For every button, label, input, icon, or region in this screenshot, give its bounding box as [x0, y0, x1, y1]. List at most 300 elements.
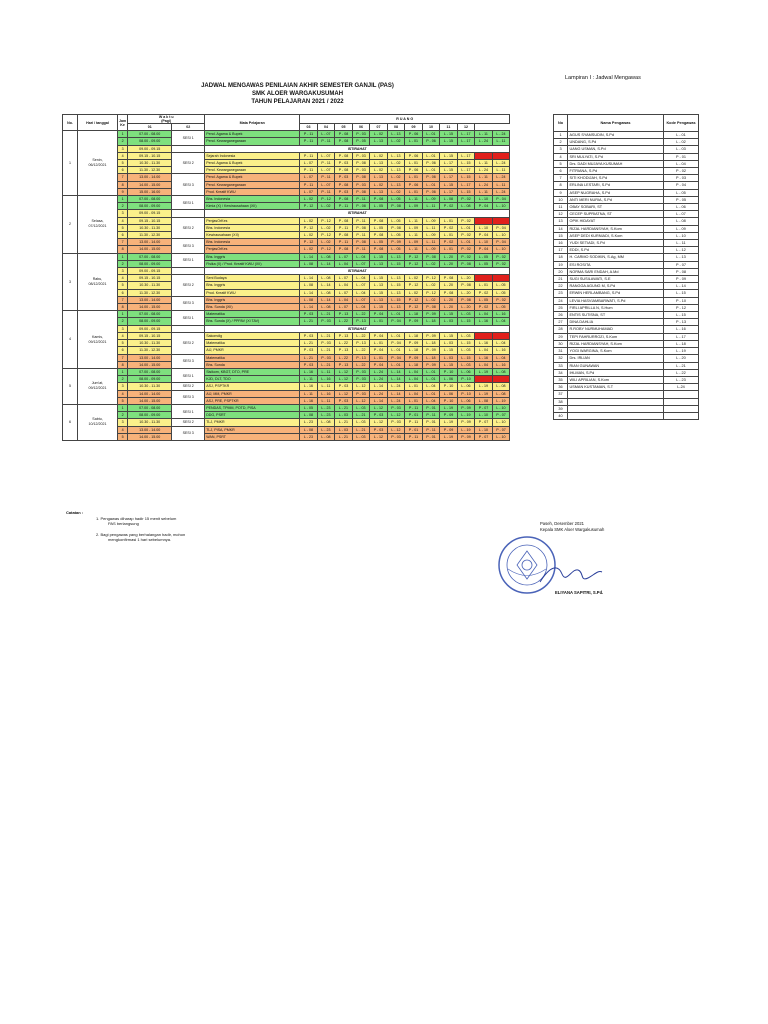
ruang-cell: L - 22: [335, 354, 353, 361]
ruang-cell: L - 24: [370, 368, 388, 375]
col-no: No.: [63, 115, 78, 131]
ruang-cell: P - 13: [352, 318, 370, 325]
pengawas-row: [554, 297, 699, 304]
pengawas-kode: L - 15: [664, 290, 699, 297]
ruang-cell: P - 02: [457, 196, 475, 203]
pengawas-row: [554, 168, 699, 175]
pengawas-row: [554, 175, 699, 182]
pengawas-kode: P - 12: [664, 304, 699, 311]
ruang-cell: P - 09: [387, 239, 405, 246]
ruang-cell: P - 11: [405, 419, 423, 426]
notes-title: Catatan :: [66, 510, 84, 515]
jam-ke: 8: [118, 246, 128, 253]
pengawas-kode: L-24: [664, 384, 699, 391]
jam-ke: 2: [118, 376, 128, 383]
waktu: 08.00 - 09.00: [128, 138, 172, 145]
mata-pelajaran: Bhs. Sunda (X) / PPPAV (XI TAV): [205, 318, 300, 325]
jam-ke: 4: [118, 217, 128, 224]
ruang-cell: P - 08: [335, 246, 353, 253]
ruang-cell: L - 21: [300, 354, 318, 361]
waktu: 13.00 - 14.00: [128, 296, 172, 303]
waktu: 09.15 - 10.15: [128, 275, 172, 282]
ruang-cell: L - 01: [387, 347, 405, 354]
ruang-cell: P - 04: [492, 196, 510, 203]
table-row: [63, 152, 510, 159]
jam-ke: 1: [118, 404, 128, 411]
ruang-cell: L - 22: [352, 347, 370, 354]
ruang-cell: L - 08: [317, 289, 335, 296]
ruang-cell: L - 07: [335, 253, 353, 260]
ruang-cell: P - 08: [370, 196, 388, 203]
ruang-cell: L - 05: [387, 196, 405, 203]
waktu: 10.30 - 11.30: [128, 282, 172, 289]
day-date: 07/12/2021: [88, 224, 107, 229]
ruang-cell: P - 02: [457, 232, 475, 239]
ruang-cell: L - 04: [475, 361, 493, 368]
pengawas-nama: FIRLI APRILLA N, S.Hum: [568, 304, 664, 311]
ruang-cell: [492, 376, 510, 383]
ruang-cell: P - 09: [405, 354, 423, 361]
ruang-cell: P - 08: [387, 224, 405, 231]
pengawas-table: [553, 114, 699, 420]
ruang-cell: L - 07: [352, 296, 370, 303]
ruang-cell: L - 11: [405, 232, 423, 239]
sesi-empty: [172, 145, 205, 152]
table-row: [63, 332, 510, 339]
table-row: [63, 397, 510, 404]
table-row: [63, 181, 510, 188]
pengawas-no: 39: [554, 405, 568, 412]
ruang-cell: P - 11: [317, 138, 335, 145]
ruang-cell: L - 05: [387, 232, 405, 239]
sesi-label: SESI 2: [172, 152, 205, 174]
ruang-cell: L - 21: [317, 311, 335, 318]
ruang-cell: P - 10: [440, 383, 458, 390]
table-row: [63, 174, 510, 181]
ruang-cell: P - 04: [475, 203, 493, 210]
pengawas-no: 15: [554, 232, 568, 239]
table-row: [63, 318, 510, 325]
jam-ke: 3: [118, 383, 128, 390]
ruang-cell: P - 08: [370, 217, 388, 224]
pengawas-no: 8: [554, 182, 568, 189]
table-row: [63, 390, 510, 397]
pengawas-kode: P - 03: [664, 175, 699, 182]
waktu: 13.00 - 14.00: [128, 426, 172, 433]
ruang-cell: P - 02: [475, 304, 493, 311]
mata-pelajaran: Pend. Kewarganegaraan: [205, 167, 300, 174]
mata-pelajaran: Seni Budaya: [205, 275, 300, 282]
ruang-cell: L - 12: [335, 376, 353, 383]
pengawas-no: 32: [554, 355, 568, 362]
table-row: [63, 404, 510, 411]
waktu: 14.00 - 15.00: [128, 397, 172, 404]
ruang-cell: P - 13: [335, 361, 353, 368]
waktu: 08.00 - 09.00: [128, 318, 172, 325]
pengawas-nama: RIZAL HARDIANSYAH, S.Kom: [568, 340, 664, 347]
jam-ke: 1: [118, 253, 128, 260]
ruang-cell: L - 11: [492, 167, 510, 174]
ruang-cell: P - 03: [300, 347, 318, 354]
ruang-cell: L - 05: [492, 289, 510, 296]
pengawas-nama: [568, 412, 664, 419]
waktu: 07.00 - 08.00: [128, 404, 172, 411]
ruang-cell: P - 03: [370, 426, 388, 433]
pengawas-nama: SRI MULYATI, S.Pd: [568, 153, 664, 160]
table-row: [63, 311, 510, 318]
pengawas-no: 7: [554, 175, 568, 182]
ruang-cell: L - 04: [335, 282, 353, 289]
ruang-cell: L - 08: [317, 419, 335, 426]
ruang-cell: [475, 332, 493, 339]
waktu: 10.30 - 11.30: [128, 224, 172, 231]
col-jam: Jam Ke: [118, 115, 128, 131]
pengawas-nama: R.ROBY NURMUHAMAD: [568, 326, 664, 333]
ruang-cell: L - 24: [475, 181, 493, 188]
signature-block: [540, 521, 604, 532]
ruang-cell: P - 13: [335, 311, 353, 318]
pengawas-no: 25: [554, 304, 568, 311]
ruang-cell: P - 08: [457, 260, 475, 267]
jam-ke: 8: [118, 361, 128, 368]
sign-role: Kepala SMK Aloer Wargakusumah: [540, 526, 605, 532]
pengawas-no: 37: [554, 391, 568, 398]
ruang-cell: L - 06: [457, 397, 475, 404]
ruang-cell: L - 21: [317, 347, 335, 354]
mata-pelajaran: Bhs. Indonesia: [205, 239, 300, 246]
pengawas-no: 29: [554, 333, 568, 340]
ruang-cell: P - 03: [317, 354, 335, 361]
pengawas-kode: P - 07: [664, 261, 699, 268]
ruang-cell: L - 11: [492, 181, 510, 188]
pengawas-no: 33: [554, 362, 568, 369]
ruang-cell: L - 15: [457, 318, 475, 325]
ruang-cell: L - 09: [405, 239, 423, 246]
day-no: 5: [63, 368, 78, 404]
ruang-cell: L - 15: [440, 152, 458, 159]
pengawas-nama: SITI KHODIJAH, S.Pd: [568, 175, 664, 182]
ruang-cell: L - 15: [370, 289, 388, 296]
mata-pelajaran: PenjasOrKes: [205, 246, 300, 253]
ruang-cell: P - 03: [352, 368, 370, 375]
ruang-cell: L - 24: [492, 174, 510, 181]
ruang-cell: P - 08: [352, 160, 370, 167]
ruang-cell: L - 02: [317, 203, 335, 210]
day-no: 4: [63, 311, 78, 369]
ruang-cell: L - 13: [387, 167, 405, 174]
ruang-cell: P - 12: [405, 260, 423, 267]
ruang-no-header: 05: [335, 124, 353, 131]
ruang-cell: P - 11: [405, 404, 423, 411]
day-name: Selasa,: [91, 219, 104, 224]
day-no: 3: [63, 253, 78, 311]
pengawas-no: 12: [554, 211, 568, 218]
ruang-cell: L - 13: [387, 253, 405, 260]
pengawas-kode: L - 04: [664, 160, 699, 167]
ruang-cell: L - 16: [317, 390, 335, 397]
ruang-cell: L - 03: [335, 426, 353, 433]
ruang-cell: L - 06: [440, 376, 458, 383]
pengawas-row: [554, 153, 699, 160]
ruang-cell: P - 11: [352, 217, 370, 224]
ruang-cell: L - 07: [352, 260, 370, 267]
ruang-cell: L - 01: [387, 332, 405, 339]
ruang-cell: L - 12: [370, 433, 388, 440]
ruang-cell: L - 13: [370, 138, 388, 145]
pengawas-row: [554, 398, 699, 405]
ruang-cell: L - 11: [475, 131, 493, 138]
ruang-cell: [475, 152, 493, 159]
ruang-cell: P - 01: [405, 426, 423, 433]
ruang-cell: L - 18: [422, 340, 440, 347]
ruang-cell: L - 24: [492, 131, 510, 138]
ruang-cell: P - 12: [405, 296, 423, 303]
ruang-cell: L - 24: [387, 383, 405, 390]
ruang-cell: L - 08: [300, 282, 318, 289]
col-waktu: [128, 115, 205, 124]
ruang-cell: P - 04: [370, 332, 388, 339]
jam-ke: 6: [118, 232, 128, 239]
pengawas-kode: L - 10: [664, 232, 699, 239]
waktu: 09.15 - 10.15: [128, 332, 172, 339]
pengawas-nama: ERLINA LESTARI, S.Pd: [568, 182, 664, 189]
ruang-cell: P - 06: [405, 152, 423, 159]
table-row: [63, 239, 510, 246]
ruang-cell: P - 03: [352, 376, 370, 383]
ruang-cell: L - 07: [300, 160, 318, 167]
ruang-cell: L - 01: [422, 181, 440, 188]
pengawas-no: 34: [554, 369, 568, 376]
jam-ke: 4: [118, 152, 128, 159]
pengawas-no: 26: [554, 312, 568, 319]
ruang-cell: L - 01: [370, 354, 388, 361]
table-row: [63, 325, 510, 332]
pengawas-kode: L - 21: [664, 362, 699, 369]
jam-ke: 9: [118, 188, 128, 195]
ruang-cell: L - 01: [405, 160, 423, 167]
ruang-cell: P - 09: [422, 311, 440, 318]
ruang-cell: P - 06: [405, 167, 423, 174]
mata-pelajaran: Pend. Agama & Bupek: [205, 174, 300, 181]
jam-ke: 4: [118, 390, 128, 397]
pengawas-kode: P - 10: [664, 297, 699, 304]
table-row: [63, 217, 510, 224]
sesi-label: SESI 1: [172, 196, 205, 210]
ruang-cell: L - 01: [422, 152, 440, 159]
waktu: 09.00 - 09.15: [128, 268, 172, 275]
col-peng-nama: Nama Pengawas: [568, 115, 664, 132]
ruang-cell: P - 08: [457, 282, 475, 289]
day-name: Sabtu,: [92, 417, 103, 422]
day-cell: [78, 196, 118, 254]
ruang-cell: L - 19: [475, 368, 493, 375]
ruang-cell: P - 01: [405, 412, 423, 419]
pengawas-row: [554, 384, 699, 391]
ruang-cell: L - 01: [422, 376, 440, 383]
ruang-cell: P - 04: [475, 232, 493, 239]
mata-pelajaran: Bhs. Sunda (XII): [205, 304, 300, 311]
ruang-cell: L - 13: [370, 174, 388, 181]
pengawas-row: [554, 254, 699, 261]
ruang-cell: L - 03: [457, 332, 475, 339]
col-mapel: Mata Pelajaran: [205, 115, 300, 131]
jam-ke: 7: [118, 296, 128, 303]
jam-ke: 4: [118, 426, 128, 433]
pengawas-kode: L - 05: [664, 189, 699, 196]
table-row: [63, 160, 510, 167]
ruang-cell: L - 15: [440, 131, 458, 138]
ruang-cell: L - 02: [387, 160, 405, 167]
pengawas-kode: L - 15: [664, 312, 699, 319]
ruang-cell: P - 03: [317, 318, 335, 325]
jam-ke: 5: [118, 340, 128, 347]
ruang-cell: P - 12: [317, 217, 335, 224]
ruang-cell: L - 21: [352, 426, 370, 433]
ruang-cell: L - 14: [317, 260, 335, 267]
table-row: [63, 138, 510, 145]
ruang-cell: L - 14: [300, 289, 318, 296]
waktu: 08.00 - 09.00: [128, 203, 172, 210]
ruang-cell: L - 17: [457, 131, 475, 138]
ruang-cell: L - 03: [440, 354, 458, 361]
ruang-cell: L - 12: [352, 383, 370, 390]
mata-pelajaran: Prod. Kreatif KWU: [205, 289, 300, 296]
day-no: 6: [63, 404, 78, 440]
ruang-cell: L - 15: [440, 347, 458, 354]
ruang-cell: L - 13: [387, 152, 405, 159]
col-hari: Hari / tanggal: [78, 115, 118, 131]
pengawas-no: 13: [554, 218, 568, 225]
pengawas-row: [554, 139, 699, 146]
jam-ke: 1: [118, 196, 128, 203]
ruang-cell: P - 04: [387, 318, 405, 325]
pengawas-row: [554, 348, 699, 355]
ruang-cell: L - 15: [457, 340, 475, 347]
ruang-cell: L - 21: [352, 412, 370, 419]
waktu: 07.00 - 08.00: [128, 311, 172, 318]
ruang-cell: L - 21: [317, 332, 335, 339]
ruang-cell: P - 02: [492, 253, 510, 260]
pengawas-row: [554, 225, 699, 232]
table-row: [63, 368, 510, 375]
ruang-cell: P - 09: [440, 426, 458, 433]
ruang-cell: L - 01: [405, 188, 423, 195]
ruang-cell: L - 02: [387, 174, 405, 181]
ruang-cell: L - 13: [370, 160, 388, 167]
mata-pelajaran: Bhs. Sunda: [205, 361, 300, 368]
pengawas-kode: L - 19: [664, 348, 699, 355]
ruang-cell: L - 13: [370, 296, 388, 303]
col-peng-kode: Kode Pengawas: [664, 115, 699, 132]
ruang-cell: P - 04: [387, 340, 405, 347]
ruang-cell: P - 08: [335, 152, 353, 159]
ruang-cell: L - 02: [370, 131, 388, 138]
pengawas-nama: SUGI SUSILAWATI, S.E: [568, 276, 664, 283]
table-row: [63, 131, 510, 138]
ruang-cell: L - 20: [457, 289, 475, 296]
ruang-cell: P - 12: [422, 289, 440, 296]
waktu: 09.00 - 09.15: [128, 145, 172, 152]
pengawas-row: [554, 218, 699, 225]
ruang-cell: P - 11: [300, 152, 318, 159]
table-row: [63, 196, 510, 203]
ruang-cell: L - 10: [475, 426, 493, 433]
pengawas-nama: CECEP SUPRIATNA, ST: [568, 211, 664, 218]
ruang-cell: L - 18: [422, 354, 440, 361]
ruang-cell: P - 09: [457, 419, 475, 426]
ruang-cell: L - 17: [440, 174, 458, 181]
table-row: [63, 340, 510, 347]
ruang-cell: L - 15: [370, 304, 388, 311]
pengawas-kode: [664, 405, 699, 412]
ruang-cell: L - 05: [300, 404, 318, 411]
day-date: 06/12/2021: [88, 163, 107, 168]
pengawas-row: [554, 355, 699, 362]
ruang-cell: P - 09: [440, 412, 458, 419]
ruang-cell: L - 20: [457, 304, 475, 311]
ruang-cell: L - 13: [387, 131, 405, 138]
ruang-cell: P - 01: [422, 404, 440, 411]
waktu: 10.30 - 11.30: [128, 383, 172, 390]
ruang-cell: L - 08: [300, 412, 318, 419]
sesi-label: SESI 2: [172, 332, 205, 354]
pengawas-no: 22: [554, 283, 568, 290]
ruang-cell: L - 09: [405, 224, 423, 231]
pengawas-nama: [568, 391, 664, 398]
pengawas-row: [554, 412, 699, 419]
ruang-cell: L - 01: [440, 232, 458, 239]
table-row: [63, 419, 510, 426]
ruang-cell: P - 06: [422, 138, 440, 145]
ruang-cell: P - 12: [422, 275, 440, 282]
ruang-cell: L - 12: [387, 412, 405, 419]
pengawas-kode: L - 07: [664, 211, 699, 218]
waktu: 09.15 - 10.15: [128, 217, 172, 224]
ruang-cell: P - 03: [352, 167, 370, 174]
mata-pelajaran: Matematika: [205, 354, 300, 361]
ruang-cell: L - 14: [370, 397, 388, 404]
ruang-cell: L - 05: [492, 304, 510, 311]
table-row: [63, 203, 510, 210]
pengawas-nama: OBAY SOBARI, ST: [568, 204, 664, 211]
table-row: [63, 253, 510, 260]
ruang-cell: L - 04: [492, 340, 510, 347]
ruang-cell: L - 11: [317, 397, 335, 404]
pengawas-nama: TEPI FAHRURROZI, S.Kom: [568, 333, 664, 340]
ruang-cell: L - 11: [300, 376, 318, 383]
ruang-cell: L - 16: [475, 340, 493, 347]
mata-pelajaran: Bhs. Inggris: [205, 282, 300, 289]
pengawas-no: 30: [554, 340, 568, 347]
pengawas-no: 19: [554, 261, 568, 268]
ruang-cell: L - 19: [475, 390, 493, 397]
jam-ke: 4: [118, 275, 128, 282]
ruang-cell: L - 20: [440, 253, 458, 260]
pengawas-kode: P - 02: [664, 168, 699, 175]
mata-pelajaran: DDG, PSRT: [205, 412, 300, 419]
ruang-cell: P - 02: [440, 239, 458, 246]
ruang-cell: L - 14: [387, 376, 405, 383]
ruang-cell: L - 15: [457, 354, 475, 361]
mata-pelajaran: TLJ, PISA, PMKR: [205, 426, 300, 433]
ruang-cell: L - 10: [475, 239, 493, 246]
pengawas-nama: NORMA SARI ENDAH, A.Md: [568, 268, 664, 275]
pengawas-no: 40: [554, 412, 568, 419]
pengawas-kode: L - 20: [664, 355, 699, 362]
ruang-no-header: 01: [128, 124, 172, 131]
ruang-cell: L - 03: [457, 311, 475, 318]
jam-ke: 8: [118, 304, 128, 311]
